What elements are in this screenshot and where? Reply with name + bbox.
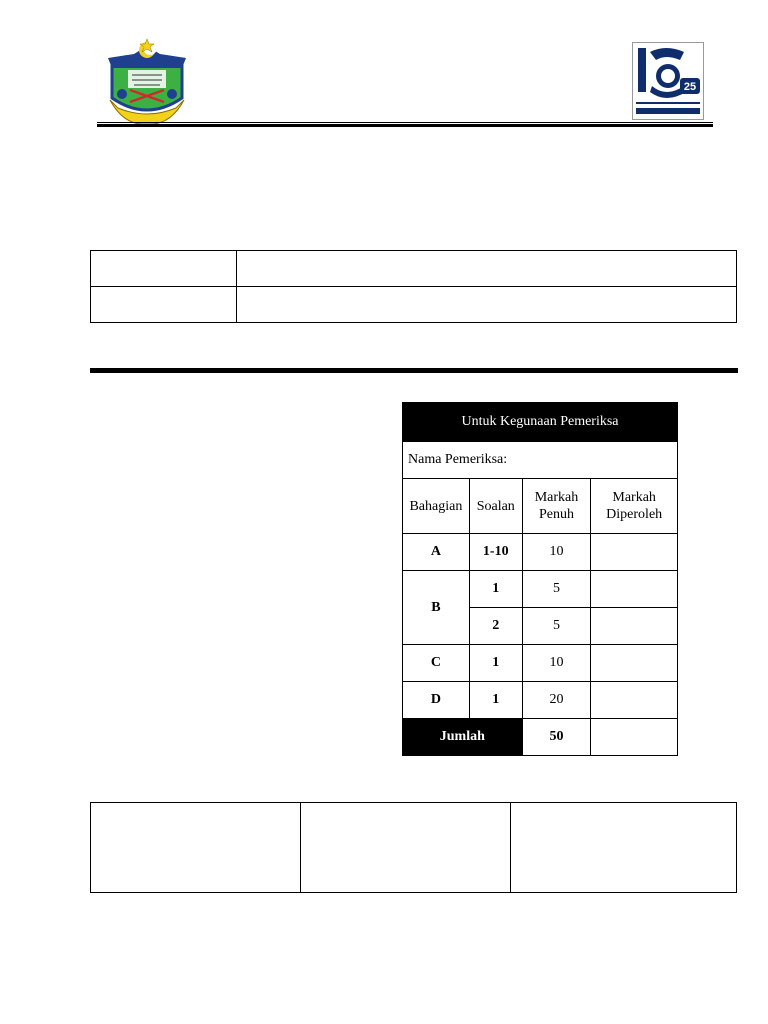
anniversary-25-logo-icon	[632, 42, 704, 120]
info-label-cell	[91, 287, 237, 323]
info-value-cell[interactable]	[237, 251, 737, 287]
full-marks-line1: Markah	[534, 490, 579, 505]
question-cell: 1-10	[469, 534, 522, 571]
full-marks-cell: 10	[522, 534, 591, 571]
header-rule-thin	[97, 122, 713, 123]
full-marks-cell: 10	[522, 645, 591, 682]
total-row	[403, 719, 678, 756]
obtained-marks-cell[interactable]	[591, 608, 678, 645]
bottom-cell[interactable]	[91, 803, 301, 893]
question-cell: 2	[469, 608, 522, 645]
table-row	[403, 682, 678, 719]
examiner-table-header	[403, 479, 678, 534]
column-header-full-marks	[522, 479, 591, 534]
examiner-name-label[interactable]: Nama Pemeriksa:	[403, 442, 678, 479]
total-label: Jumlah	[403, 719, 523, 756]
column-header-question: Soalan	[469, 479, 522, 534]
total-full-marks: 50	[522, 719, 591, 756]
obtained-marks-cell[interactable]	[591, 645, 678, 682]
total-obtained-marks[interactable]	[591, 719, 678, 756]
table-row	[403, 534, 678, 571]
obtained-marks-cell[interactable]	[591, 682, 678, 719]
table-row	[403, 645, 678, 682]
anniversary-number: 25	[683, 81, 697, 93]
info-label-cell	[91, 251, 237, 287]
obtained-marks-cell[interactable]	[591, 534, 678, 571]
bottom-row	[91, 803, 737, 893]
header-rule-thick	[97, 124, 713, 127]
bottom-table	[90, 802, 737, 893]
full-marks-cell: 20	[522, 682, 591, 719]
bottom-cell[interactable]	[511, 803, 737, 893]
question-cell: 1	[469, 645, 522, 682]
info-value-cell[interactable]	[237, 287, 737, 323]
info-row	[91, 251, 737, 287]
question-cell: 1	[469, 571, 522, 608]
examiner-table-title: Untuk Kegunaan Pemeriksa	[403, 403, 678, 442]
full-marks-cell: 5	[522, 608, 591, 645]
obtained-marks-cell[interactable]	[591, 571, 678, 608]
info-row	[91, 287, 737, 323]
section-divider	[90, 368, 738, 373]
obtained-line1: Markah	[612, 490, 656, 505]
full-marks-line2: Penuh	[539, 507, 574, 522]
section-cell: A	[403, 534, 470, 571]
examiner-table	[402, 402, 678, 756]
obtained-line2: Diperoleh	[606, 507, 663, 522]
table-row	[403, 571, 678, 608]
school-crest-logo	[104, 38, 190, 128]
info-table	[90, 250, 737, 323]
section-cell: D	[403, 682, 470, 719]
column-header-obtained	[591, 479, 678, 534]
section-cell: C	[403, 645, 470, 682]
bottom-cell[interactable]	[301, 803, 511, 893]
question-cell: 1	[469, 682, 522, 719]
section-cell: B	[403, 571, 470, 645]
anniversary-logo	[632, 42, 704, 120]
school-crest-icon	[104, 38, 190, 128]
full-marks-cell: 5	[522, 571, 591, 608]
column-header-section: Bahagian	[403, 479, 470, 534]
